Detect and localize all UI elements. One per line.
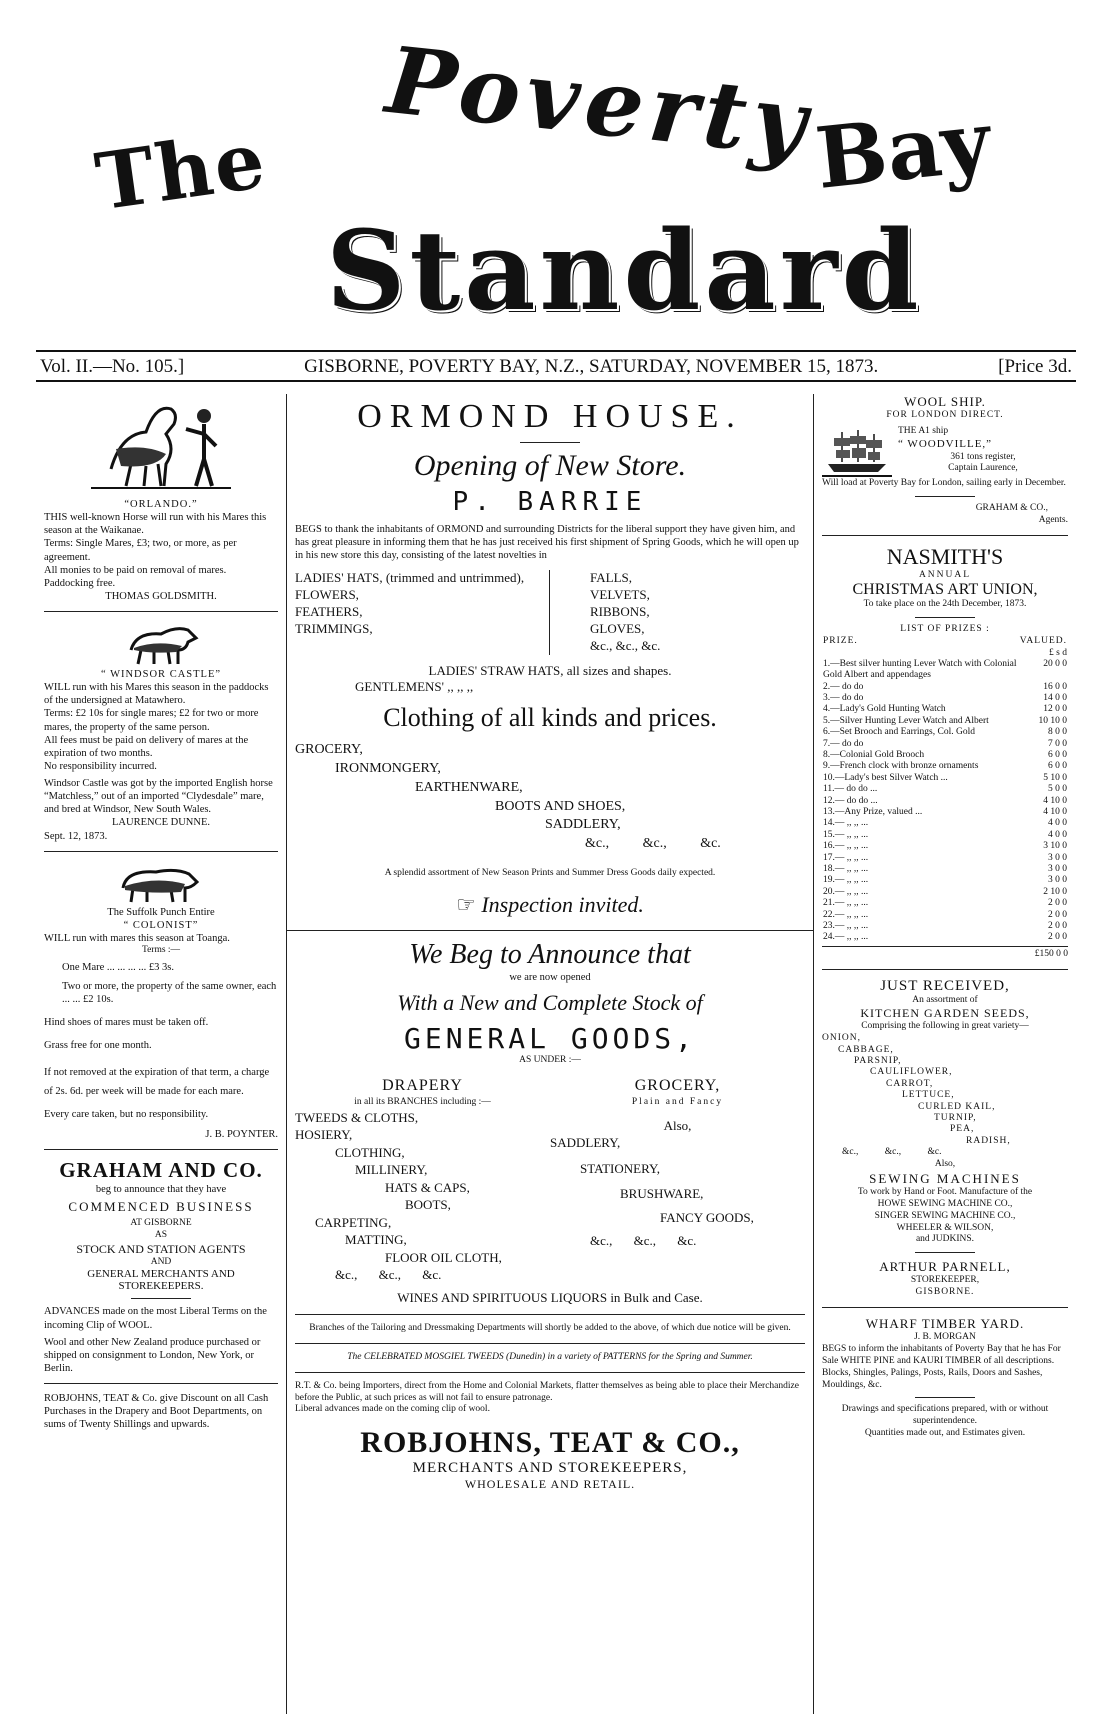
prize-row <box>822 796 1068 807</box>
prize-description: 19.— ,, ,, ... <box>823 875 869 886</box>
prize-value: 2 10 0 <box>1043 886 1067 897</box>
barrie-left-item: FLOWERS, <box>295 587 359 603</box>
suffolk-punch-illustration <box>111 860 211 906</box>
prize-header: PRIZE. <box>823 636 858 647</box>
orlando-terms: Terms: Single Mares, £3; two, or more, as per agreement. <box>44 538 237 563</box>
orlando-signature: THOMAS GOLDSMITH. <box>105 590 217 602</box>
barrie-right-item: VELVETS, <box>590 587 650 603</box>
prize-row <box>822 693 1068 704</box>
prize-row <box>822 739 1068 750</box>
drawings-specs: Drawings and specifications prepared, with or without superintendence. <box>841 1404 1049 1427</box>
prize-row <box>822 659 1068 682</box>
prize-description: 11.— do do ... <box>823 784 878 795</box>
ship-a1: THE A1 ship <box>898 425 949 436</box>
general-goods-heading: GENERAL GOODS, <box>403 1022 696 1056</box>
prize-description: 9.—French clock with bronze ornaments <box>823 761 979 772</box>
ship-tons: 361 tons register, <box>950 451 1016 462</box>
grocery-item: &c., &c., &c. <box>590 1233 697 1249</box>
prize-description: 23.— ,, ,, ... <box>823 920 869 931</box>
prize-description: 20.— ,, ,, ... <box>823 886 869 897</box>
barrie-begs: BEGS to thank the inhabitants of ORMOND and surrounding Districts for the liberal support they have given him, and has great pleasure in informing them that he has just received his first shipment of Spring Goods, which he will open up in his new store this day, consisting of the latest novelties in <box>295 524 799 562</box>
singer-sewing: SINGER SEWING MACHINE CO., <box>874 1210 1016 1221</box>
grocery-item: FANCY GOODS, <box>660 1209 754 1225</box>
tailoring-notice: Branches of the Tailoring and Dressmaking Departments will shortly be added to the above, of which due notice will be given. <box>309 1322 791 1333</box>
dateline <box>36 350 1076 382</box>
prize-description: 8.—Colonial Gold Brooch <box>823 750 925 761</box>
prize-description: 15.— ,, ,, ... <box>823 829 869 840</box>
windsor-castle-title: “ WINDSOR CASTLE” <box>100 669 222 680</box>
prize-description: 10.—Lady's best Silver Watch ... <box>823 772 948 783</box>
prize-value: 2 0 0 <box>1048 920 1067 931</box>
prize-value: 6 0 0 <box>1048 750 1067 761</box>
prize-description: 7.— do do <box>823 738 864 749</box>
drapery-item: MILLINERY, <box>355 1162 428 1178</box>
drapery-item: HATS & CAPS, <box>385 1179 470 1195</box>
prize-description: 24.— ,, ,, ... <box>823 932 869 943</box>
prize-value: 16 0 0 <box>1043 681 1067 692</box>
quantities-estimates: Quantities made out, and Estimates given. <box>864 1428 1026 1439</box>
prize-value: 8 0 0 <box>1048 727 1067 738</box>
colonist-two-more: Two or more, the property of the same owner, each ... ... £2 10s. <box>62 981 277 1006</box>
column-right <box>814 394 1076 1714</box>
prize-total: £150 0 0 <box>822 946 1068 961</box>
morgan-begs: BEGS to inform the inhabitants of Poverty Bay that he has For Sale WHITE PINE and KAURI TIMBER of all descriptions. Blocks, Shingles, Palings, Posts, Rails, Doors and Sashes, Mouldings, &c. <box>822 1343 1061 1390</box>
grocery-list <box>295 741 805 854</box>
colonist-title: “ COLONIST” <box>123 919 199 931</box>
prize-row <box>822 887 1068 898</box>
comprising: Comprising the following in great variety— <box>861 1021 1029 1032</box>
barrie-left-item: FEATHERS, <box>295 604 363 620</box>
mosgiel-tweeds: The CELEBRATED MOSGIEL TWEEDS (Dunedin) in a variety of PATTERNS for the Spring and Summer. <box>347 1351 753 1362</box>
grocery-item: BRUSHWARE, <box>620 1186 704 1202</box>
barrie-right-item: RIBBONS, <box>590 604 650 620</box>
barrie-right-item: GLOVES, <box>590 621 645 637</box>
robjohns-discount: ROBJOHNS, TEAT & Co. give Discount on all Cash Purchases in the Drapery and Boot Departments, on sums of Twenty Shillings and upwards. <box>44 1393 269 1431</box>
seed-item: LETTUCE, <box>902 1090 955 1101</box>
grocery-item: SADDLERY, <box>550 1135 621 1151</box>
ship-captain: Captain Laurence, <box>948 463 1018 474</box>
grocery-also: Also, <box>663 1117 692 1133</box>
windsor-terms: Terms: £2 10s for single mares; £2 for two or more mares, the property of the same person. <box>44 708 259 733</box>
prize-value: 4 0 0 <box>1048 829 1067 840</box>
colonist-hind-shoes: Hind shoes of mares must be taken off. <box>44 1017 209 1029</box>
drapery-item: MATTING, <box>345 1232 407 1248</box>
prize-table <box>822 636 1068 944</box>
seed-item: ONION, <box>822 1033 861 1044</box>
prize-value: 3 0 0 <box>1048 875 1067 886</box>
prize-row <box>822 830 1068 841</box>
prize-row <box>822 807 1068 818</box>
list-of-prizes: LIST OF PRIZES : <box>900 624 990 635</box>
list-item: GROCERY, <box>295 741 363 757</box>
graham-at: AT GISBORNE <box>130 1217 192 1228</box>
seed-item: CABBAGE, <box>838 1044 894 1055</box>
drapery-item: TWEEDS & CLOTHS, <box>295 1109 419 1125</box>
prize-row <box>822 784 1068 795</box>
prize-value: 14 0 0 <box>1043 693 1067 704</box>
colonist-subtitle: The Suffolk Punch Entire <box>107 906 215 918</box>
prize-description: 17.— ,, ,, ... <box>823 852 869 863</box>
ship-name: “ WOODVILLE,” <box>898 437 993 450</box>
horse-illustration <box>116 620 206 668</box>
graham-advances: ADVANCES made on the most Liberal Terms on the incoming Clip of WOOL. <box>44 1306 267 1331</box>
gisborne-label: GISBORNE. <box>915 1287 975 1298</box>
windsor-fees: All fees must be paid on delivery of mares at the expiration of two months. <box>44 734 249 759</box>
barrie-left-item: LADIES' HATS, (trimmed and untrimmed), <box>295 570 525 586</box>
prize-value: 2 0 0 <box>1048 909 1067 920</box>
masthead-poverty: Poverty <box>381 26 817 178</box>
drapery-item: HOSIERY, <box>295 1127 353 1143</box>
prize-row <box>822 761 1068 772</box>
prize-value: 3 0 0 <box>1048 852 1067 863</box>
masthead-the: The <box>90 114 272 229</box>
sewing-also: Also, <box>934 1159 956 1170</box>
valued-header: VALUED. <box>1019 636 1067 647</box>
barrie-goods-list <box>295 570 805 654</box>
prize-row <box>822 682 1068 693</box>
graham-general: GENERAL MERCHANTS AND STOREKEEPERS. <box>87 1268 235 1293</box>
nasmith-annual: ANNUAL <box>918 569 972 580</box>
wool-ship-heading: WOOL SHIP. <box>904 394 986 409</box>
masthead-bay: Bay <box>811 91 995 208</box>
prize-row <box>822 773 1068 784</box>
prize-value: 2 0 0 <box>1048 898 1067 909</box>
ship-agents: GRAHAM & CO., <box>975 502 1048 513</box>
wharf-timber-yard: WHARF TIMBER YARD. <box>865 1316 1025 1332</box>
graham-stock-agents: STOCK AND STATION AGENTS <box>76 1241 246 1256</box>
inspection-invited <box>295 892 805 918</box>
prize-row <box>822 750 1068 761</box>
prize-description: 13.—Any Prize, valued ... <box>823 806 923 817</box>
clothing-heading: Clothing of all kinds and prices. <box>383 702 717 732</box>
prize-value: 20 0 0 <box>1043 658 1067 669</box>
branches-including: in all its BRANCHES including :— <box>354 1096 491 1107</box>
drapery-item: &c., &c., &c. <box>335 1267 442 1283</box>
column-left <box>36 394 286 1714</box>
prize-row <box>822 853 1068 864</box>
prize-row <box>822 875 1068 886</box>
wheeler-wilson: WHEELER & WILSON, <box>896 1222 994 1233</box>
gentlemens-hats: GENTLEMENS' ,, ,, ,, <box>355 678 474 694</box>
list-item: IRONMONGERY, <box>335 760 441 776</box>
colonist-removed: If not removed at the expiration of that term, a charge of 2s. 6d. per week will be made for each mare. <box>44 1066 270 1098</box>
prize-row <box>822 910 1068 921</box>
orlando-paddocking: Paddocking free. <box>44 577 116 589</box>
list-item: &c., &c., &c. <box>585 836 721 852</box>
prize-value: 10 10 0 <box>1038 715 1067 726</box>
prize-description: 16.— ,, ,, ... <box>823 841 869 852</box>
barrie-right-item: &c., &c., &c. <box>590 637 661 653</box>
price: [Price 3d. <box>998 356 1072 377</box>
seed-item: CURLED KAIL, <box>918 1101 996 1112</box>
prize-value: 5 0 0 <box>1048 784 1067 795</box>
colonist-terms-heading: Terms :— <box>141 945 181 955</box>
prize-description: 21.— ,, ,, ... <box>823 898 869 909</box>
ormond-house-heading: ORMOND HOUSE. <box>357 398 743 435</box>
jb-morgan: J. B. MORGAN <box>914 1332 976 1343</box>
masthead-standard: Standard <box>326 206 923 335</box>
prize-row <box>822 841 1068 852</box>
judkins: and JUDKINS. <box>915 1234 975 1245</box>
prize-value: 7 0 0 <box>1048 738 1067 749</box>
prize-description: 18.— ,, ,, ... <box>823 863 869 874</box>
orlando-body: THIS well-known Horse will run with his Mares this season at the Waikanae. <box>44 512 267 537</box>
seed-item: RADISH, <box>966 1135 1011 1146</box>
seed-item: PARSNIP, <box>854 1056 902 1067</box>
seed-list <box>822 1033 1068 1147</box>
prize-description: 2.— do do <box>823 681 864 692</box>
arthur-parnell: ARTHUR PARNELL, <box>879 1259 1011 1275</box>
just-received: JUST RECEIVED, <box>880 977 1010 994</box>
grocery-heading: GROCERY, <box>634 1077 721 1095</box>
list-item: BOOTS AND SHOES, <box>495 798 626 814</box>
drapery-item: BOOTS, <box>405 1197 451 1213</box>
orlando-monies: All monies to be paid on removal of mares. <box>44 564 227 576</box>
now-opened: we are now opened <box>509 972 591 984</box>
graham-title: GRAHAM AND CO. <box>59 1157 263 1182</box>
storekeeper: STOREKEEPER, <box>910 1275 980 1286</box>
prize-row <box>822 932 1068 943</box>
prize-description: 12.— do do ... <box>823 795 878 806</box>
windsor-responsibility: No responsibility incurred. <box>44 760 157 772</box>
general-goods-lists <box>295 1075 805 1284</box>
prize-description: 1.—Best silver hunting Lever Watch with Colonial Gold Albert and appendages <box>823 658 1017 681</box>
seed-item: CAULIFLOWER, <box>870 1067 953 1078</box>
colonist-one-mare: One Mare ... ... ... ... £3 3s. <box>62 961 174 973</box>
prize-description: 14.— ,, ,, ... <box>823 818 869 829</box>
barrie-right-item: FALLS, <box>590 570 633 586</box>
column-center <box>286 394 814 1714</box>
volume-number: Vol. II.—No. 105.] <box>40 356 185 377</box>
liberal-advances: Liberal advances made on the coming clip of wool. <box>295 1404 490 1415</box>
inspection-text: Inspection invited. <box>481 892 644 918</box>
prize-value: 6 0 0 <box>1048 761 1067 772</box>
opening-new-store: Opening of New Store. <box>413 449 687 482</box>
prize-row <box>822 898 1068 909</box>
for-london-direct: FOR LONDON DIRECT. <box>886 410 1004 420</box>
windsor-body: WILL run with his Mares this season in the paddocks of the undersigned at Matawhero. <box>44 682 269 707</box>
wines-spirits: WINES AND SPIRITUOUS LIQUORS in Bulk and Case. <box>397 1289 703 1305</box>
colonist-grass: Grass free for one month. <box>44 1040 152 1052</box>
graham-wool: Wool and other New Zealand produce purchased or shipped on consignment to London, New York, or Berlin. <box>44 1336 261 1374</box>
prize-description: 22.— ,, ,, ... <box>823 909 869 920</box>
drapery-heading: DRAPERY <box>382 1077 463 1095</box>
ship-agents-label: Agents. <box>1038 514 1068 525</box>
plain-fancy: Plain and Fancy <box>631 1096 724 1107</box>
colonist-signature: J. B. POYNTER. <box>205 1128 278 1140</box>
prize-row <box>822 716 1068 727</box>
kitchen-garden-seeds: KITCHEN GARDEN SEEDS, <box>860 1006 1030 1021</box>
barrie-left-item: TRIMMINGS, <box>295 621 373 637</box>
sailing-ship-icon <box>822 426 892 478</box>
prize-description: 4.—Lady's Gold Hunting Watch <box>823 704 946 715</box>
graham-and: AND <box>150 1256 172 1267</box>
list-item: EARTHENWARE, <box>415 779 523 795</box>
wholesale-retail: WHOLESALE AND RETAIL. <box>464 1477 636 1492</box>
drapery-item: CARPETING, <box>315 1214 392 1230</box>
as-under: AS UNDER :— <box>519 1055 581 1066</box>
p-barrie-heading: P. BARRIE <box>452 487 648 517</box>
seed-etc: &c., &c., &c. <box>842 1147 942 1158</box>
prize-value: 4 10 0 <box>1043 795 1067 806</box>
prize-value: 12 0 0 <box>1043 704 1067 715</box>
prize-description: 3.— do do <box>823 693 864 704</box>
importers-notice: R.T. & Co. being Importers, direct from the Home and Colonial Markets, flatter themselves as being able to place their Merchandize before the Public, at such prices as will not fail to ensure patronage. <box>295 1380 799 1403</box>
windsor-date: Sept. 12, 1873. <box>44 830 108 842</box>
horse-and-groom-illustration <box>86 394 236 494</box>
merchants-storekeepers: MERCHANTS AND STOREKEEPERS, <box>412 1460 688 1477</box>
howe-sewing: HOWE SEWING MACHINE CO., <box>877 1198 1013 1209</box>
prize-value: 4 10 0 <box>1043 806 1067 817</box>
prize-description: 6.—Set Brooch and Earrings, Col. Gold <box>823 727 975 738</box>
drapery-item: FLOOR OIL CLOTH, <box>385 1249 502 1265</box>
art-union-date: To take place on the 24th December, 1873. <box>863 599 1027 610</box>
ladies-straw-hats: LADIES' STRAW HATS, all sizes and shapes. <box>428 662 672 678</box>
seed-item: CARROT, <box>886 1078 934 1089</box>
prize-value: 4 0 0 <box>1048 818 1067 829</box>
prize-row <box>822 921 1068 932</box>
pointing-hand-icon: ☞ <box>456 892 482 918</box>
sewing-work: To work by Hand or Foot. Manufacture of the <box>857 1186 1033 1197</box>
colonist-care: Every care taken, but no responsibility. <box>44 1109 209 1121</box>
columns <box>36 394 1076 1714</box>
orlando-title: “ORLANDO.” <box>124 499 198 510</box>
seed-item: TURNIP, <box>934 1113 977 1124</box>
assortment-of: An assortment of <box>912 994 978 1005</box>
grocery-item: STATIONERY, <box>580 1160 660 1176</box>
seed-item: PEA, <box>950 1124 975 1135</box>
prize-row <box>822 727 1068 738</box>
prize-row <box>822 704 1068 715</box>
ship-notice <box>822 426 1068 478</box>
place-date: GISBORNE, POVERTY BAY, N.Z., SATURDAY, NOVEMBER 15, 1873. <box>304 356 879 377</box>
sewing-machines-heading: SEWING MACHINES <box>869 1170 1021 1186</box>
prize-row <box>822 864 1068 875</box>
lsd-header: £ s d <box>1049 647 1067 658</box>
list-item: SADDLERY, <box>545 817 621 833</box>
christmas-art-union: CHRISTMAS ART UNION, <box>852 581 1038 599</box>
announce-heading: We Beg to Announce that <box>409 939 691 971</box>
masthead <box>36 8 1076 346</box>
prize-value: 5 10 0 <box>1043 772 1067 783</box>
prize-value: 2 0 0 <box>1048 932 1067 943</box>
graham-as: AS <box>154 1229 168 1240</box>
prize-value: 3 0 0 <box>1048 863 1067 874</box>
splendid-assortment: A splendid assortment of New Season Prints and Summer Dress Goods daily expected. <box>384 868 716 879</box>
prize-row <box>822 818 1068 829</box>
prize-description: 5.—Silver Hunting Lever Watch and Albert <box>823 715 989 726</box>
colonist-body: WILL run with mares this season at Toanga. <box>44 932 230 944</box>
ship-load: Will load at Poverty Bay for London, sailing early in December. <box>822 477 1066 488</box>
nasmith-heading: NASMITH'S <box>886 543 1004 569</box>
robjohns-heading: ROBJOHNS, TEAT & CO., <box>360 1426 740 1460</box>
graham-beg: beg to announce that they have <box>95 1183 227 1195</box>
drapery-item: CLOTHING, <box>335 1144 405 1160</box>
new-stock: With a New and Complete Stock of <box>397 990 703 1016</box>
windsor-pedigree: Windsor Castle was got by the imported English horse “Matchless,” out of an imported “Clydesdale” mare, and bred at Windsor, New South Wales. <box>44 778 273 816</box>
prize-value: 3 10 0 <box>1043 841 1067 852</box>
graham-commenced: COMMENCED BUSINESS <box>68 1198 254 1214</box>
windsor-signature: LAURENCE DUNNE. <box>112 817 210 829</box>
